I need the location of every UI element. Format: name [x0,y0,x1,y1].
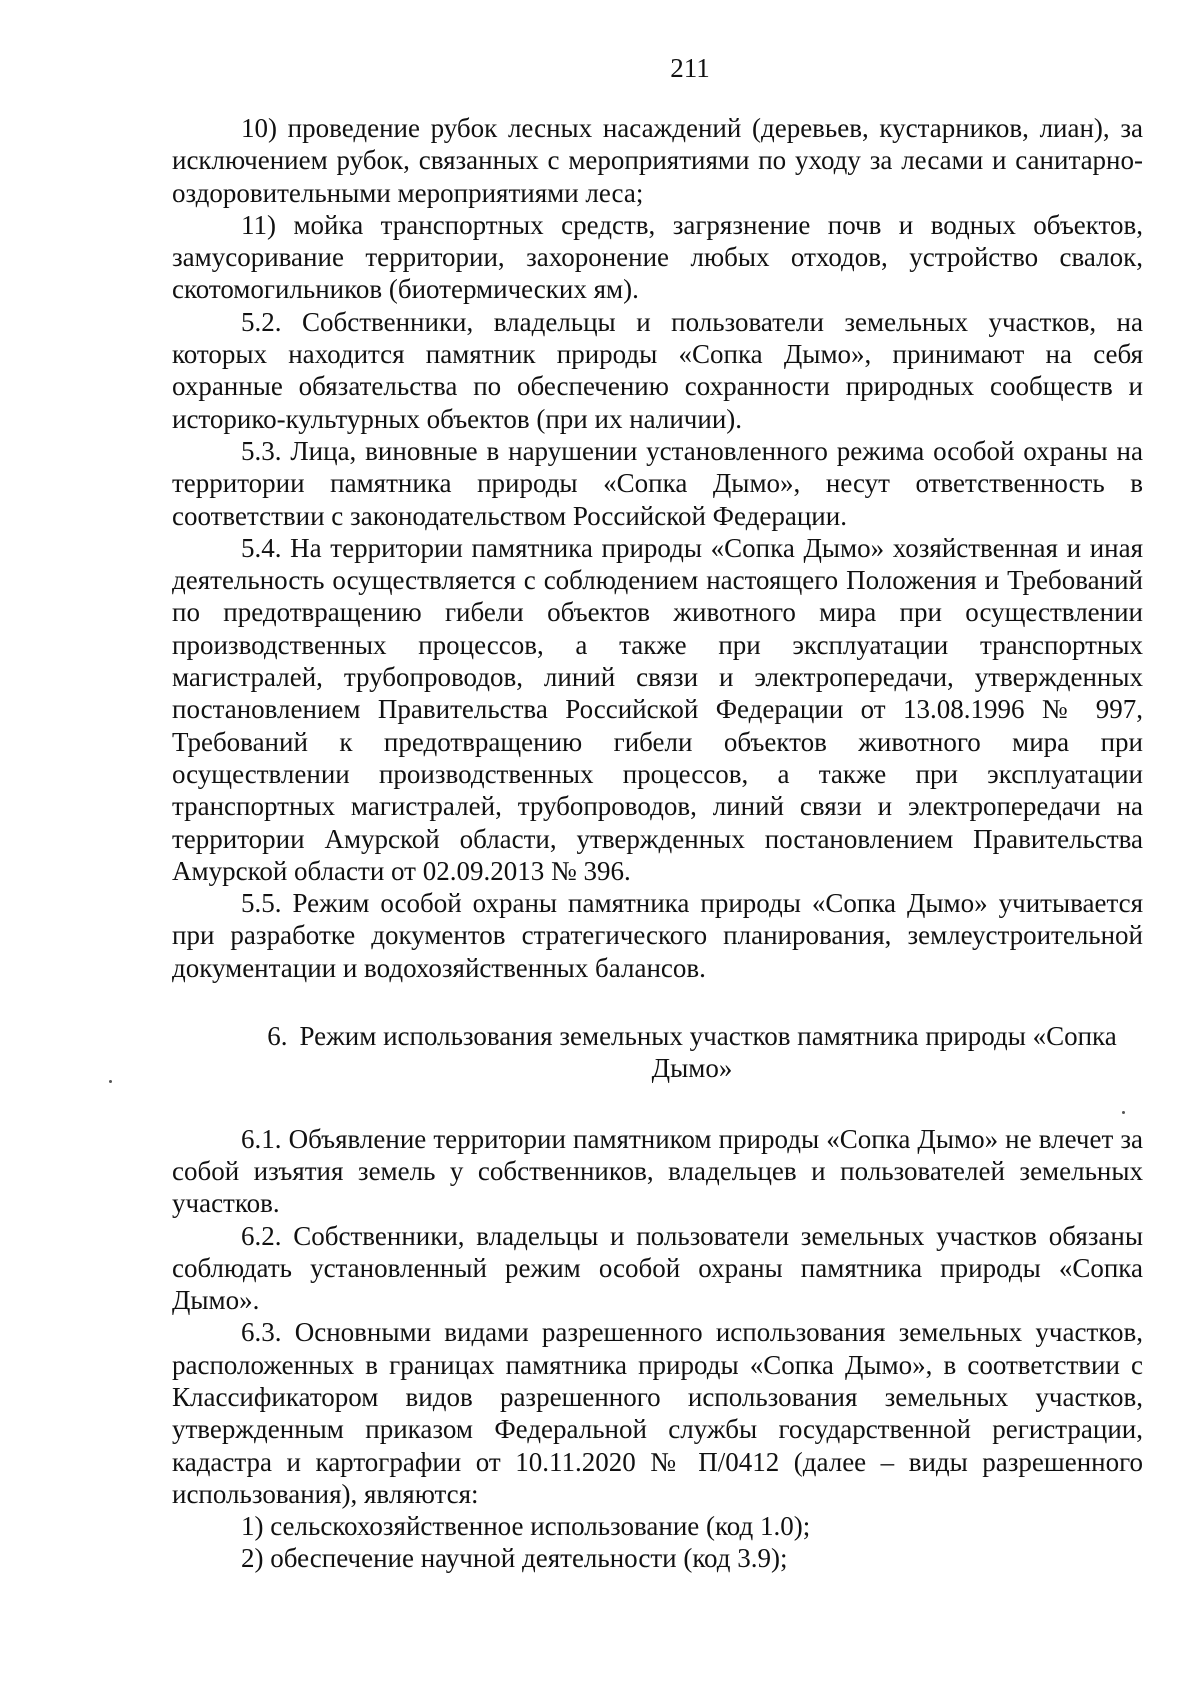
paragraph-item-10: 10) проведение рубок лесных насаждений (деревьев, кустарников, лиан), за исключением рубок, связанных с мероприятиями по уходу за лесами и санитарно-оздоровительными мероприятиями леса; [172,113,1143,208]
section-heading-6 [172,1020,1143,1085]
paragraph-5-2: 5.2. Собственники, владельцы и пользователи земельных участков, на которых находится памятник природы «Сопка Дымо», принимают на себя охранные обязательства по обеспечению сохранности природных сообществ и историко-культурных объектов (при их наличии). [172,306,1143,434]
paragraph-6-2: 6.2. Собственники, владельцы и пользователи земельных участков обязаны соблюдать установленный режим особой охраны памятника природы «Сопка Дымо». [172,1220,1143,1316]
scan-speck [1122,1111,1125,1114]
section-heading-title: Режим использования земельных участков памятника природы «Сопка Дымо» [299,1021,1117,1084]
page-number: 211 [670,53,710,83]
paragraph-6-1: 6.1. Объявление территории памятником природы «Сопка Дымо» не влечет за собой изъятия земель у собственников, владельцев и пользователей земельных участков. [172,1123,1143,1219]
paragraph-item-11: 11) мойка транспортных средств, загрязнение почв и водных объектов, замусоривание территории, захоронение любых отходов, устройство свалок, скотомогильников (биотермических ям). [172,209,1143,305]
list-item-2: 2) обеспечение научной деятельности (код 3.9); [241,1543,788,1574]
paragraph-5-4: 5.4. На территории памятника природы «Сопка Дымо» хозяйственная и иная деятельность осуществляется с соблюдением настоящего Положения и Требований по предотвращению гибели объектов животного мира при осуществлении производственных процессов, а также при эксплуатации транспортных магистралей, трубопроводов, линий связи и электропередачи, утвержденных постановлением Правительства Российской Федерации от 13.08.1996 № 997, Требований к предотвращению гибели объектов животного мира при осуществлении производственных процессов, а также при эксплуатации транспортных магистралей, трубопроводов, линий связи и электропередачи на территории Амурской области, утвержденных постановлением Правительства Амурской области от 02.09.2013 № 396. [172,532,1143,886]
list-item-1: 1) сельскохозяйственное использование (код 1.0); [241,1511,811,1542]
paragraph-5-3: 5.3. Лица, виновные в нарушении установленного режима особой охраны на территории памятника природы «Сопка Дымо», несут ответственность в соответствии с законодательством Российской Федерации. [172,435,1143,531]
document-body [172,112,1143,1575]
section-heading-number: 6. [267,1021,288,1052]
scan-speck [109,1080,112,1083]
paragraph-6-3: 6.3. Основными видами разрешенного использования земельных участков, расположенных в границах памятника природы «Сопка Дымо», в соответствии с Классификатором видов разрешенного использования земельных участков, утвержденным приказом Федеральной службы государственной регистрации, кадастра и картографии от 10.11.2020 № П/0412 (далее – виды разрешенного использования), являются: [172,1317,1143,1509]
paragraph-5-5: 5.5. Режим особой охраны памятника природы «Сопка Дымо» учитывается при разработке документов стратегического планирования, землеустроительной документации и водохозяйственных балансов. [172,888,1143,983]
